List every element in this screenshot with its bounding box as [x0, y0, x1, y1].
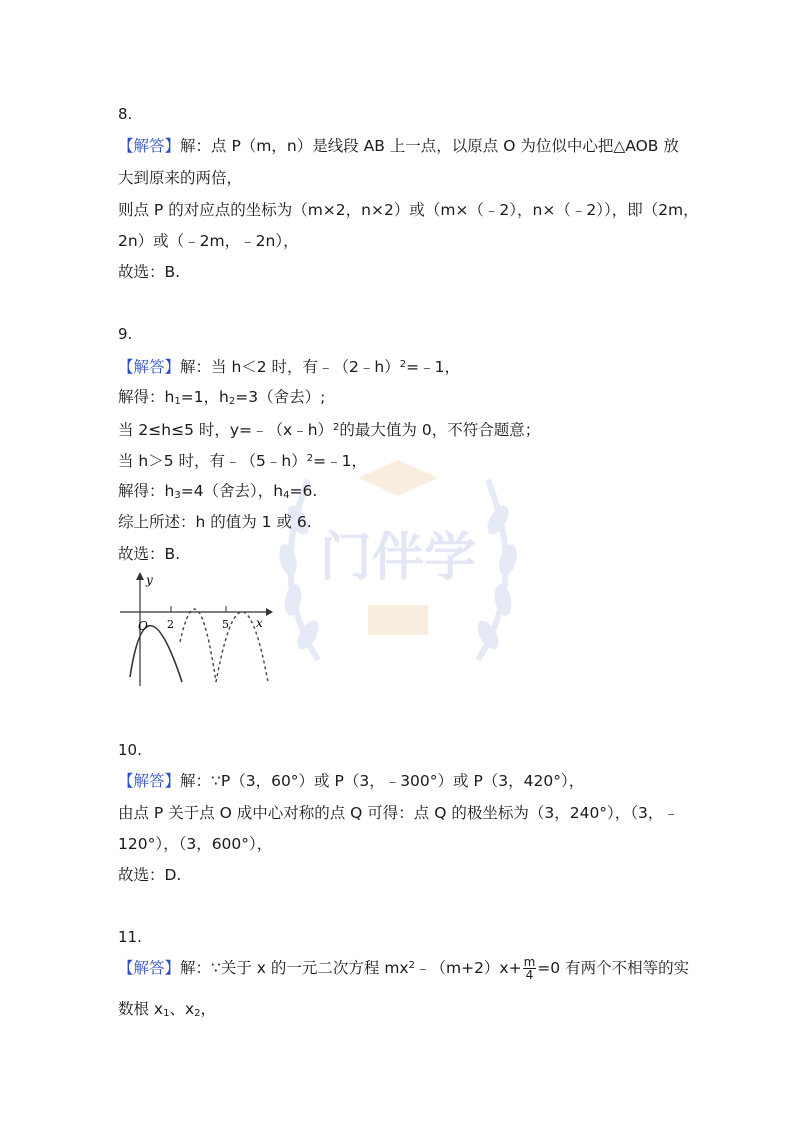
- question-8-number: 8.: [118, 105, 133, 123]
- q10-line-3: 120°），（3，600°），: [118, 835, 273, 853]
- q11-line-2: 数根 $x_1$、$x_2$，: [118, 1000, 217, 1019]
- answer-tag: 【解答】: [118, 772, 181, 790]
- fraction-m-over-4: $\frac{m}{4}$: [523, 955, 536, 982]
- answer-tag: 【解答】: [118, 959, 181, 977]
- parabola-graph: [118, 572, 274, 688]
- tick-label-5: 5: [222, 618, 229, 631]
- dashed-parabola-1: [180, 609, 216, 682]
- q8-line-2: 大到原来的两倍，: [118, 169, 243, 187]
- q9-line-6: 综上所述：h 的值为 1 或 6.: [118, 513, 312, 531]
- answer-tag: 【解答】: [118, 137, 181, 155]
- origin-label: O: [138, 619, 148, 633]
- q9-line-1: 【解答】解：当 h＜2 时，有﹣（2﹣h）$^2$=﹣1，: [118, 358, 460, 376]
- q10-line-2: 由点 P 关于点 O 成中心对称的点 Q 可得：点 Q 的极坐标为（3，240°），（3，﹣: [118, 804, 679, 822]
- question-10-number: 10.: [118, 741, 142, 759]
- q10-line-4: 故选：D.: [118, 866, 182, 884]
- q9-line-5: 解得：$h_3=4$（舍去），$h_4=6$.: [118, 482, 318, 501]
- q11-line-1: 【解答】解：∵关于 x 的一元二次方程 $mx^2﹣(m+2)x+$ $\frac{m}{4}$ =0 有两个不相等的实: [118, 955, 690, 982]
- q10-line-1: 【解答】解：∵P（3，60°）或 P（3，﹣300°）或 P（3，420°），: [118, 772, 585, 790]
- svg-text:门伴学: 门伴学: [319, 528, 477, 588]
- x-axis-label: x: [256, 616, 263, 630]
- solid-parabola: [130, 626, 182, 682]
- q8-line-5: 故选：B.: [118, 263, 181, 281]
- y-axis-label: y: [146, 573, 153, 587]
- tick-label-2: 2: [167, 618, 174, 631]
- answer-tag: 【解答】: [118, 358, 181, 376]
- question-11-number: 11.: [118, 928, 142, 946]
- q9-line-3: 当 2≤h≤5 时，y=﹣（x﹣h）$^2$的最大值为 0，不符合题意；: [118, 421, 541, 439]
- q9-line-2: 解得：$h_1=1$，$h_2=3$（舍去）;: [118, 388, 326, 407]
- question-9-number: 9.: [118, 325, 133, 343]
- q8-line-1: 【解答】解：点 P（m，n）是线段 AB 上一点，以原点 O 为位似中心把△AOB 放: [118, 137, 679, 155]
- q9-line-4: 当 h＞5 时，有﹣（5﹣h）$^2$=﹣1，: [118, 452, 367, 470]
- q8-line-4: 2n）或（﹣2m，﹣2n），: [118, 232, 299, 250]
- q9-line-7: 故选：B.: [118, 545, 181, 563]
- q8-line-3: 则点 P 的对应点的坐标为（m×2，n×2）或（m×（﹣2），n×（﹣2）），即（2m，: [118, 201, 699, 219]
